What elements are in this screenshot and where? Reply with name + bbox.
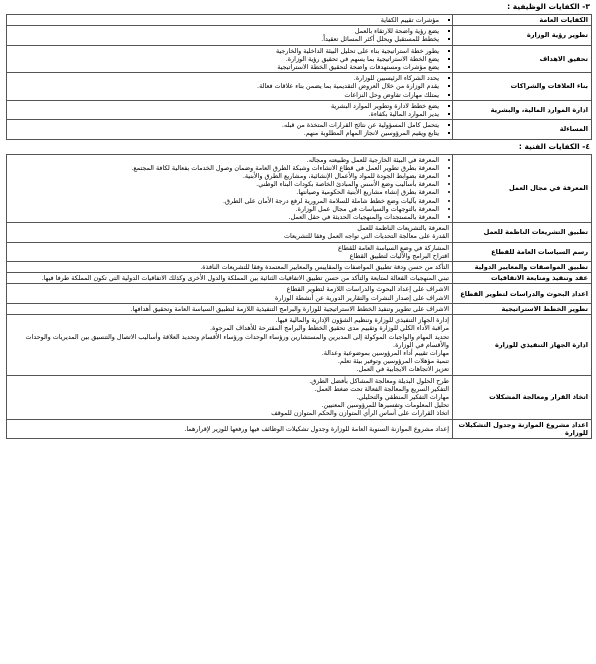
competency-label: تطوير الخطط الاستراتيجية [453, 303, 592, 314]
indicator-item: إعداد مشروع الموازنة السنوية العامة للوزارة وجدول تشكيلات الوظائف فيها ورفعها للوزير لإقرارهما. [184, 424, 449, 433]
competency-label: الكفايات العامة [453, 15, 592, 26]
indicator-item: الاشراف على إصدار النشرات والتقارير الدورية عن أنشطة الوزارة [275, 293, 449, 302]
indicator-item: المشاركة في وضع السياسة العامة للقطاع [337, 243, 449, 252]
competency-label: اعداد مشروع الموازنة وجدول التشكيلات للوزارة [453, 419, 592, 438]
indicator-item: ▪ يضع مؤشرات ومستهدفات واضحة لتحقيق الخطة الاستراتيجية [10, 63, 439, 71]
indicator-item: مراقبة الأداء الكلي للوزارة وتقييم مدى تحقيق الخطط والبرامج المقترحة للأهداف المرجوة. [210, 324, 449, 333]
competency-label: تحقيق الاهداف [453, 45, 592, 73]
competency-label: تطبيق المواصفات والمعايير الدولية [453, 262, 592, 273]
competency-label: اتخاذ القرار ومعالجة المشكلات [453, 375, 592, 419]
table-row [7, 315, 592, 375]
indicators-cell [7, 73, 453, 101]
indicators-cell [7, 375, 453, 419]
indicator-item: ▪ يضع خطط لادارة وتطوير الموارد البشرية [10, 102, 439, 110]
table-row [7, 15, 592, 26]
indicator-item: تبني المنهجيات الفعالة لمتابعة والتأكد من حسن تطبيق الاتفاقيات الثنائية بين المملكة والدول الأخرى وكذلك الاتفاقيات الدولية التي تكون المملكة طرفا فيها. [41, 274, 449, 283]
section-title: ٣- الكفايات الوظيفية : [507, 2, 590, 11]
indicator-item: • المعرفة بطرق إنشاء مشاريع الأبنية الحكومية وصيانتها. [10, 188, 439, 196]
table-row [7, 154, 592, 223]
indicators-cell [7, 315, 453, 375]
indicator-list [10, 305, 449, 313]
competency-label: المعرفة في مجال العمل [453, 154, 592, 223]
indicators-cell [7, 15, 453, 26]
indicator-item: ▪ يحدد الشركاء الرئيسيين للوزارة. [10, 74, 439, 82]
indicator-item: ▪ يخطط للمستقبل ويحلل أكثر المسائل تعقيداً. [10, 35, 439, 43]
indicator-item: طرح الحلول البديلة ومعالجة المشاكل بأفضل الطرق. [309, 376, 449, 385]
competency-label: المساءلة [453, 120, 592, 139]
competency-label: تطوير رؤية الوزارة [453, 26, 592, 45]
table-row [7, 273, 592, 284]
indicator-list [10, 274, 449, 282]
indicator-item: تعزيز الاتجاهات الايجابية في العمل. [356, 365, 449, 374]
table-row [7, 262, 592, 273]
indicator-item: المعرفة بالتشريعات الناظمة للعمل [357, 224, 449, 233]
section-title: ٤- الكفايات الفنية : [518, 141, 590, 151]
indicators-cell [7, 242, 453, 261]
indicator-item: • المعرفة في البيئة الخارجية للعمل وطبيعته ومجاله. [10, 156, 439, 164]
indicator-list [10, 285, 449, 301]
indicator-item: • المعرفة بطرق تطوير العمل في قطاع الانشاءات وشبكة الطرق العامة وضمان وصول الخدمات بفعالية لكافة المجتمع. [10, 164, 439, 172]
indicator-item: ▪ يطور خطة استراتيجية بناء على تحليل البيئة الداخلية والخارجية [10, 47, 439, 55]
indicators-cell [7, 154, 453, 223]
table-row [7, 242, 592, 261]
indicator-item: مهارات التفكير المنطقي والتحليلي. [356, 392, 449, 401]
indicator-item: • المعرفة بالمستجدات والمنهجيات الحديثة في حقل العمل. [10, 213, 439, 221]
indicator-item: التأكد من حسن ودقة تطبيق المواصفات والمقاييس والمعايير المعتمدة وفقا للتشريعات النافذة. [200, 263, 449, 272]
competency-table [6, 154, 592, 439]
indicator-list [10, 47, 449, 72]
indicator-list [10, 316, 449, 373]
indicator-item: تحديد المهام والواجبات الموكولة إلى المديرين والمستشارين ورؤساء الوحدات ورؤساء الأقسام وتحديد العلاقة وأساليب الاتصال والتنسيق بين المديريات والوحدات والأقسام في الوزارة. [25, 332, 449, 349]
indicators-cell [7, 120, 453, 139]
competency-label: عقد وتنفيذ ومتابعة الاتفاقيات [453, 273, 592, 284]
indicator-list [10, 377, 449, 418]
indicator-list [10, 74, 449, 99]
table-row [7, 375, 592, 419]
indicator-item: • المعرفة بأساليب وضع الأسس والمبادئ الخاصة بكودات البناء الوطني. [10, 180, 439, 188]
competency-label: بناء العلاقات والشراكات [453, 73, 592, 101]
indicator-list [10, 121, 449, 137]
indicator-item: الاشراف على تطوير وتنفيذ الخطط الاستراتيجية للوزارة والبرامج التنفيذية اللازمة لتطبيق السياسة العامة وتحقيق أهدافها. [130, 304, 449, 313]
table-row [7, 223, 592, 242]
document [6, 0, 592, 664]
indicator-item: مهارات تقييم أداء المرؤوسين بموضوعية وعدالة. [321, 348, 449, 357]
indicators-cell [7, 303, 453, 314]
indicator-item: ▪ يتحمل كامل المسؤولية عن نتائج القرارات المتخذة من قبله. [10, 121, 439, 129]
indicator-item: ▪ يمتلك مهارات تفاوض وحل النزاعات [10, 91, 439, 99]
indicator-item: إدارة الجهاز التنفيذي للوزارة وتنظيم الشؤون الإدارية والمالية فيها. [275, 316, 449, 325]
indicator-list [10, 156, 449, 222]
table-row [7, 419, 592, 438]
indicators-cell [7, 419, 453, 438]
indicator-item: اقتراح البرامج والآليات لتطبيق القطاع [349, 251, 449, 260]
indicator-list [10, 244, 449, 260]
indicator-item: اتخاذ القرارات على أساس الرأي المتوازن والحكم المتوازن للموقف [271, 409, 449, 418]
indicator-list [10, 425, 449, 433]
competency-label: اعداد البحوث والدراسات لتطوير القطاع [453, 284, 592, 303]
table-row [7, 45, 592, 73]
indicator-list [10, 16, 449, 24]
indicator-item: التفكير السريع والمعالجة الفعالة تحت ضغط العمل. [314, 384, 449, 393]
indicator-item: • المعرفة بآليات وضع خطط شاملة للسلامة المرورية لرفع درجة الأمان على الطرق. [10, 197, 439, 205]
competency-label: تطبيق التشريعات الناظمة للعمل [453, 223, 592, 242]
indicators-cell [7, 26, 453, 45]
indicator-item: ▪ يتابع ويقيم المرؤوسين لانجاز المهام المطلوبة منهم. [10, 129, 439, 137]
indicator-item: تنمية مؤهلات المرؤوسين وتوفير بيئة تعلم. [337, 357, 449, 366]
indicators-cell [7, 273, 453, 284]
indicators-cell [7, 100, 453, 119]
indicator-list [10, 102, 449, 118]
table-row [7, 303, 592, 314]
indicator-list [10, 27, 449, 43]
competency-label: ادارة الجهاز التنفيذي للوزارة [453, 315, 592, 375]
indicators-cell [7, 284, 453, 303]
indicator-item: القدرة على معالجة التحديات التي تواجه العمل وفقا للتشريعات [284, 232, 449, 241]
indicator-item: ▪ يضع الخطة الاستراتيجية بما يسهم في تحقيق رؤية الوزارة. [10, 55, 439, 63]
indicators-cell [7, 45, 453, 73]
indicator-item: • المعرفة بضوابط الجودة للمواد والأعمال الإنشائية، ومشاريع الطرق والأبنية. [10, 172, 439, 180]
indicator-list [10, 224, 449, 240]
table-row [7, 100, 592, 119]
indicator-item: ▪ مؤشرات تقييم الكفاية [10, 16, 439, 24]
table-row [7, 284, 592, 303]
indicators-cell [7, 262, 453, 273]
indicator-item: ▪ يقدم الوزارة من خلال العروض التقديمية بما يضمن بناء علاقات فعالة. [10, 82, 439, 90]
competency-label: ادارة الموارد المالية، والبشرية [453, 100, 592, 119]
indicator-item: ▪ يضع رؤية واضحة للارتقاء بالعمل [10, 27, 439, 35]
indicators-cell [7, 223, 453, 242]
table-row [7, 73, 592, 101]
indicator-item: ▪ يدير الموارد المالية بكفاءة. [10, 110, 439, 118]
indicator-item: • المعرفة بالتوجهات والسياسات في مجال عمل الوزارة. [10, 205, 439, 213]
indicator-list [10, 263, 449, 271]
table-row [7, 120, 592, 139]
indicator-item: الاشراف على إعداد البحوث والدراسات اللازمة لتطوير القطاع [286, 285, 449, 294]
competency-label: رسم السياسات العامة للقطاع [453, 242, 592, 261]
competency-table [6, 14, 592, 140]
table-row [7, 26, 592, 45]
indicator-item: تحليل المعلومات وتفسيرها للمرؤوسين المعنيين. [321, 401, 449, 410]
